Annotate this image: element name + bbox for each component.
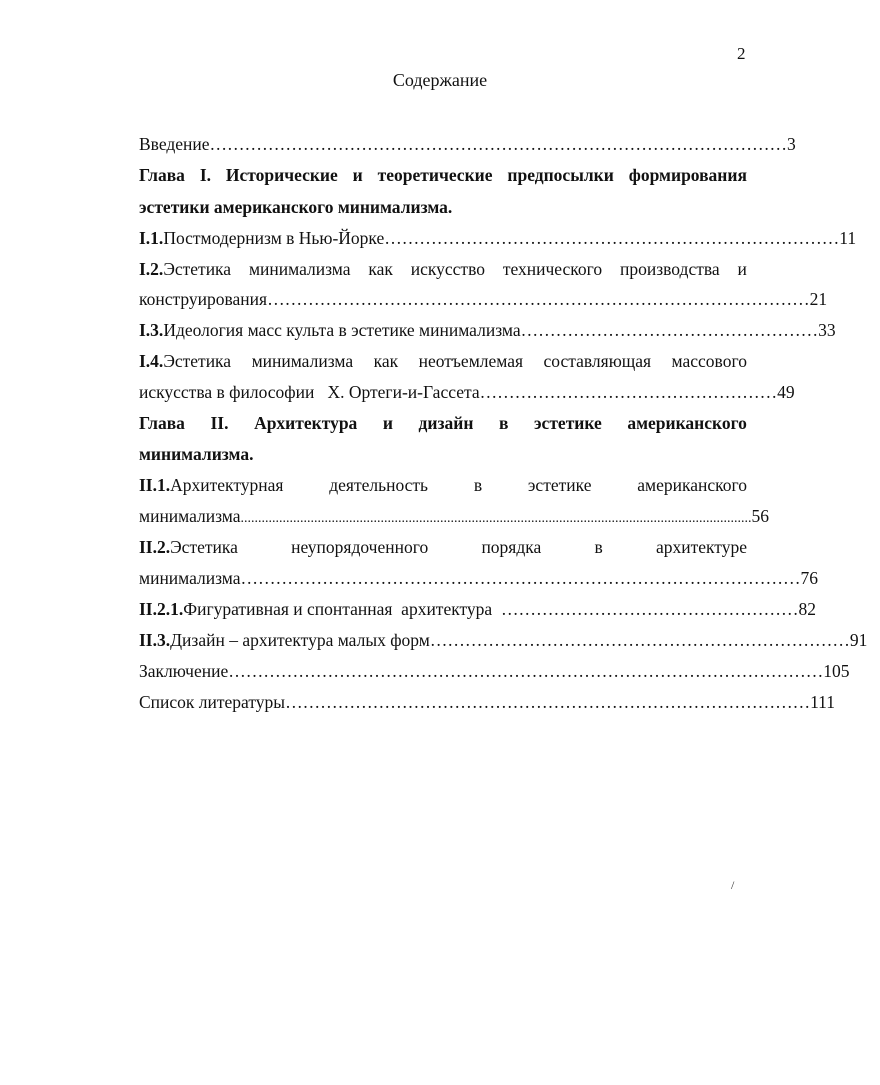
toc-leader-dots: …………………………………………… xyxy=(520,320,819,340)
toc-entry-label: Заключение xyxy=(139,661,229,681)
toc-entry-1-4[interactable] xyxy=(139,350,747,372)
toc-leader-dots: …………………………………………… xyxy=(492,599,799,619)
toc-page-number: 82 xyxy=(798,599,816,619)
section-number: II.3. xyxy=(139,630,171,650)
word: в xyxy=(498,413,509,433)
toc-page-number: 105 xyxy=(823,661,850,681)
word: II. xyxy=(210,413,229,433)
word: эстетике xyxy=(527,475,592,495)
toc-entry-2-3[interactable] xyxy=(139,629,868,651)
toc-entry-label: Фигуративная и спонтанная архитектура xyxy=(183,599,493,619)
toc-entry-label: конструирования xyxy=(139,289,268,309)
word: Архитектурная xyxy=(170,475,284,495)
word: Глава xyxy=(139,413,185,433)
toc-page-number: 91 xyxy=(849,630,868,650)
toc-leader-dots: .................................................................................................................................................. xyxy=(240,511,752,526)
toc-leader-dots: ……………………………………………………………… xyxy=(429,630,850,650)
section-number: I.2. xyxy=(139,259,164,279)
toc-page-number: 33 xyxy=(818,320,836,340)
toc-chapter-2[interactable] xyxy=(139,412,747,434)
word: Эстетика xyxy=(163,351,232,371)
word: теоретические xyxy=(377,165,493,185)
toc-entry-2-1[interactable] xyxy=(139,474,747,496)
toc-page-number: 11 xyxy=(839,228,857,248)
toc-entry-label: Постмодернизм в Нью-Йорке xyxy=(163,228,385,248)
toc-leader-dots: ………………………………………………………………………………… xyxy=(267,289,810,309)
stray-mark: / xyxy=(731,878,735,892)
word: как xyxy=(373,351,399,371)
toc-entry-bibliography[interactable] xyxy=(139,691,836,713)
toc-page-number: 56 xyxy=(751,506,770,526)
toc-entry-label: Введение xyxy=(139,134,210,154)
word: производства xyxy=(620,259,720,279)
toc-chapter-1-cont: эстетики американского минимализма. xyxy=(139,197,453,217)
word: в xyxy=(473,475,483,495)
toc-page-number: 3 xyxy=(787,134,796,154)
word: составляющая xyxy=(543,351,652,371)
word: минимализма xyxy=(251,351,354,371)
page-number: 2 xyxy=(737,44,746,63)
toc-leader-dots: …………………………………………… xyxy=(479,382,778,402)
toc-entry-1-1[interactable] xyxy=(139,227,857,249)
toc-entry-1-2-cont[interactable] xyxy=(139,288,828,310)
toc-entry-conclusion[interactable] xyxy=(139,660,850,682)
word: массового xyxy=(671,351,747,371)
toc-page-number: 21 xyxy=(809,289,828,309)
word: эстетике xyxy=(534,413,602,433)
toc-page-number: 76 xyxy=(800,568,819,588)
toc-entry-2-2[interactable] xyxy=(139,536,747,558)
toc-entry-2-1-cont[interactable] xyxy=(139,505,770,530)
toc-leader-dots: ………………………………………………………………………………………… xyxy=(228,661,824,681)
toc-entry-label: минимализма xyxy=(139,568,241,588)
toc-entry-1-4-cont[interactable] xyxy=(139,381,795,403)
word: I. xyxy=(199,165,212,185)
toc-entry-2-2-cont[interactable] xyxy=(139,567,819,589)
word: Исторические xyxy=(225,165,338,185)
word: дизайн xyxy=(418,413,474,433)
word: технического xyxy=(502,259,603,279)
word: и xyxy=(382,413,393,433)
toc-entry-label: Дизайн – архитектура малых форм xyxy=(170,630,430,650)
word: искусство xyxy=(410,259,485,279)
word: как xyxy=(368,259,393,279)
word: в xyxy=(594,537,603,557)
section-number: I.4. xyxy=(139,351,164,371)
word: порядка xyxy=(481,537,542,557)
toc-page-number: 49 xyxy=(777,382,795,402)
word: Эстетика xyxy=(170,537,238,557)
word: Эстетика xyxy=(163,259,232,279)
toc-entry-label: Идеология масс культа в эстетике минимализма xyxy=(163,320,521,340)
toc-leader-dots: …………………………………………………………………… xyxy=(384,228,840,248)
section-number: I.1. xyxy=(139,228,164,248)
toc-entry-2-2-1[interactable] xyxy=(139,598,816,620)
section-number: II.2.1. xyxy=(139,599,184,619)
toc-entry-label: Список литературы xyxy=(139,692,286,712)
toc-entry-intro[interactable] xyxy=(139,133,796,155)
word: и xyxy=(352,165,363,185)
toc-leader-dots: ……………………………………………………………………………… xyxy=(285,692,811,712)
toc-chapter-1[interactable] xyxy=(139,164,747,186)
toc-chapter-2-cont: минимализма. xyxy=(139,444,254,464)
word: Глава xyxy=(139,165,185,185)
section-number: II.1. xyxy=(139,475,171,495)
section-number: II.2. xyxy=(139,537,171,557)
toc-page-number: 111 xyxy=(810,692,836,712)
word: формирования xyxy=(628,165,747,185)
toc-entry-1-2[interactable] xyxy=(139,258,747,280)
toc-entry-label: минимализма xyxy=(139,506,241,526)
toc-leader-dots: …………………………………………………………………………………… xyxy=(240,568,801,588)
toc-entry-1-3[interactable] xyxy=(139,319,836,341)
word: деятельность xyxy=(329,475,429,495)
word: минимализма xyxy=(248,259,351,279)
word: Архитектура xyxy=(254,413,358,433)
toc-title: Содержание xyxy=(392,70,488,90)
word: американского xyxy=(627,413,747,433)
word: американского xyxy=(637,475,747,495)
word: неотъемлемая xyxy=(418,351,524,371)
word: архитектуре xyxy=(655,537,747,557)
toc-entry-label: искусства в философии Х. Ортеги-и-Гассета xyxy=(139,382,480,402)
section-number: I.3. xyxy=(139,320,164,340)
word: предпосылки xyxy=(507,165,614,185)
toc-leader-dots: ……………………………………………………………………………………… xyxy=(209,134,788,154)
word: неупорядоченного xyxy=(291,537,429,557)
word: и xyxy=(737,259,747,279)
